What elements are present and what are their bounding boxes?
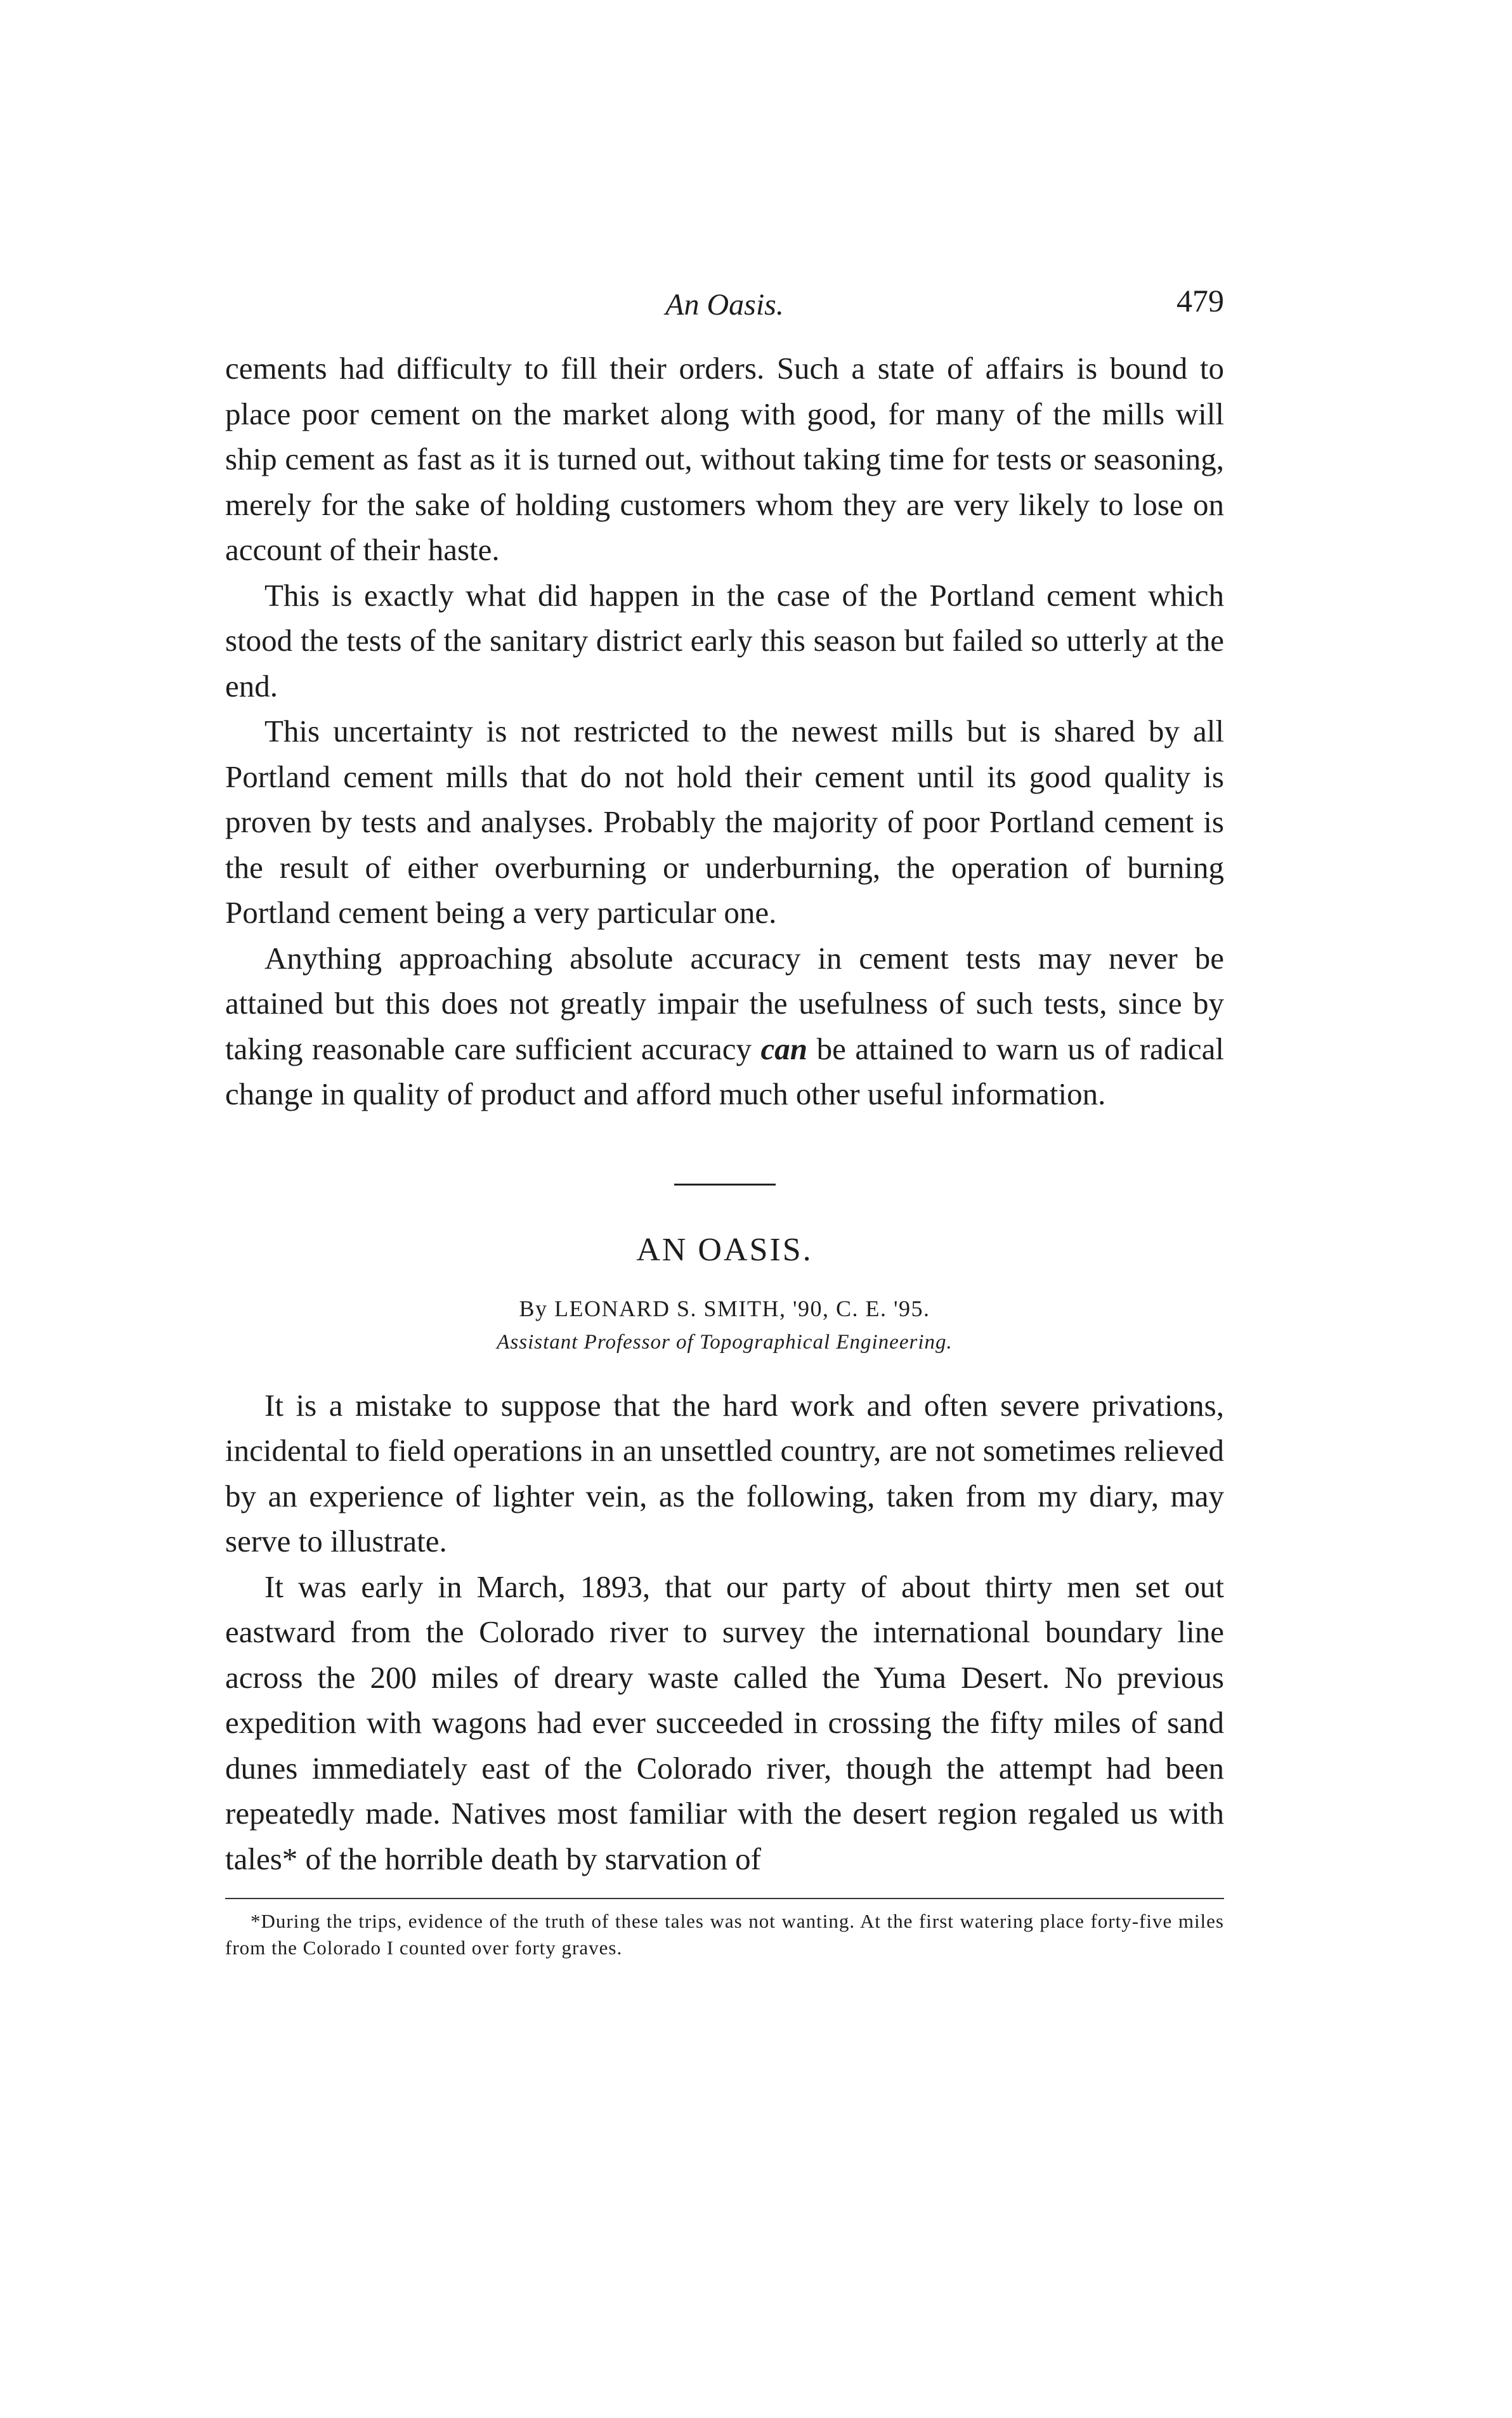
- body-paragraph: cements had difficulty to fill their orders. Such a state of affairs is bound to place poor cement on the market along with good, for many of the mills will ship cement as fast as it is turned out, without taking time for tests or seasoning, merely for the sake of holding customers whom they are very likely to lose on account of their haste.: [225, 351, 1224, 567]
- page-number: 479: [1176, 283, 1224, 318]
- running-head: [225, 276, 1224, 320]
- byline: By LEONARD S. SMITH, '90, C. E. '95.: [519, 1295, 930, 1321]
- body-paragraph: This is exactly what did happen in the case of the Portland cement which stood the tests of the sanitary district early this season but failed so utterly at the end.: [225, 577, 1224, 703]
- footnote: *During the trips, evidence of the truth of these tales was not wanting. At the first watering place forty-five miles from the Colorado I counted over forty graves.: [225, 1910, 1224, 1959]
- article-title: AN OASIS.: [636, 1231, 813, 1268]
- author-title: Assistant Professor of Topographical Engineering.: [497, 1330, 953, 1354]
- running-title: An Oasis.: [665, 288, 784, 322]
- section-divider: [674, 1184, 776, 1186]
- paragraph-text: be attained to warn us of radical change in quality of product and afford much other useful information.: [225, 1031, 1225, 1111]
- article-paragraph: It is a mistake to suppose that the hard work and often severe privations, incidental to field operations in an unsettled country, are not sometimes relieved by an experience of lighter vein, as the following, taken from my diary, may serve to illustrate.: [225, 1387, 1224, 1559]
- paragraph-text: Anything approaching absolute accuracy in cement tests may never be attained but this does not greatly impair the usefulness of such tests, since by taking reasonable care sufficient accuracy: [225, 940, 1224, 1066]
- page: [225, 276, 1224, 1961]
- article-paragraph: It was early in March, 1893, that our party of about thirty men set out eastward from the Colorado river to survey the international boundary line across the 200 miles of dreary waste called the Yuma Desert. No previous expedition with wagons had ever succeeded in crossing the fifty miles of sand dunes immediately east of the Colorado river, though the attempt had been repeatedly made. Natives most familiar with the desert region regaled us with tales* of the horrible death by starvation of: [225, 1569, 1224, 1876]
- body-paragraph: This uncertainty is not restricted to the newest mills but is shared by all Portland cement mills that do not hold their cement until its good quality is proven by tests and analyses. Probably the majority of poor Portland cement is the result of either overburning or underburning, the operation of burning Portland cement being a very particular one.: [225, 714, 1224, 930]
- body-paragraph: [225, 936, 1224, 1117]
- footnote-rule: [225, 1898, 1224, 1899]
- emphasis-text: can: [760, 1031, 808, 1066]
